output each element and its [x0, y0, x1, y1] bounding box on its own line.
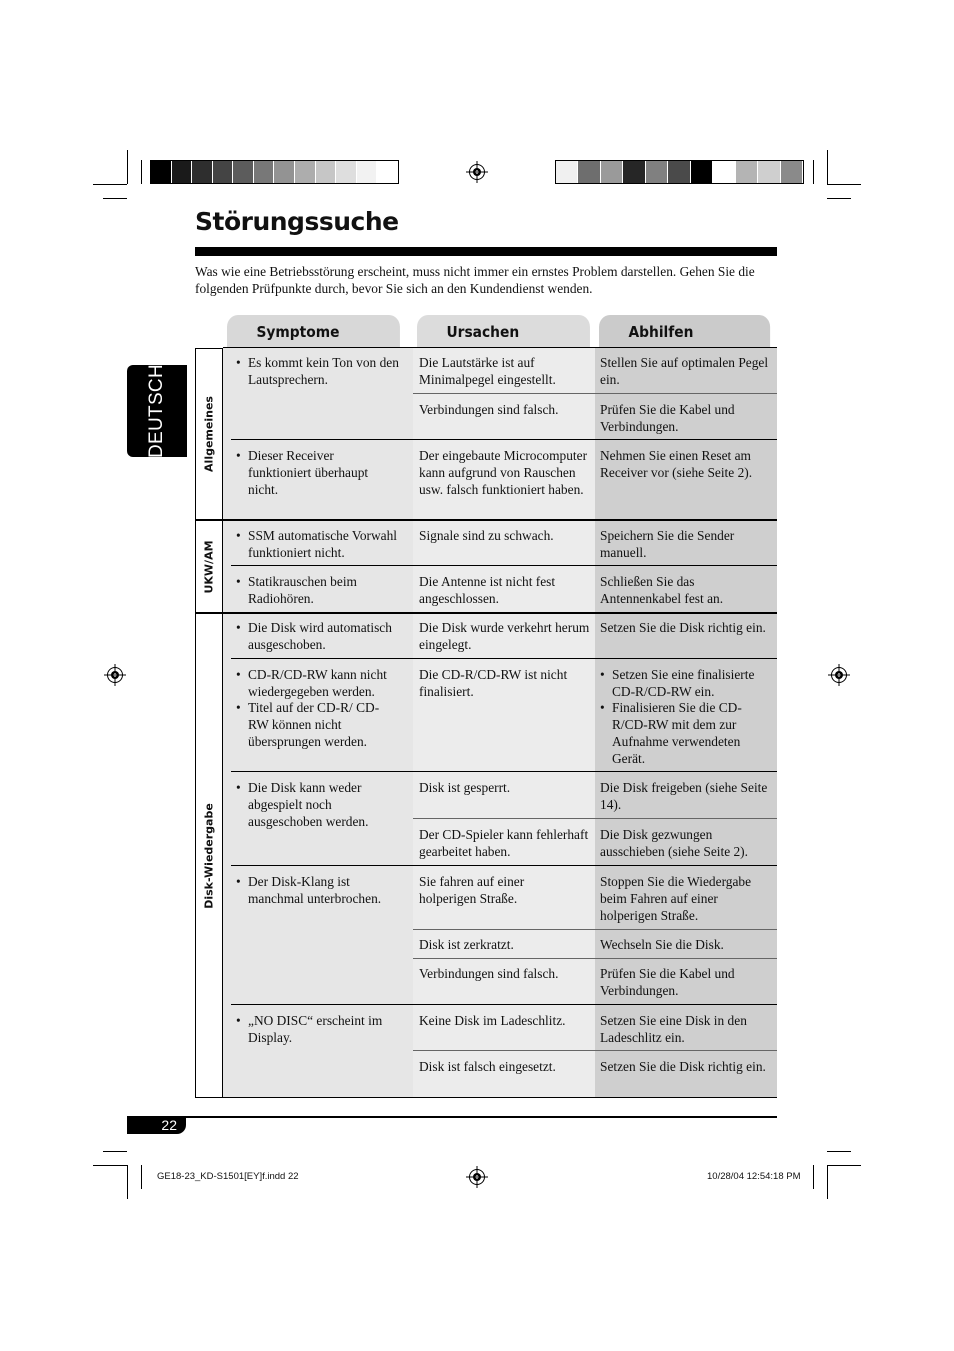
category-radio: [195, 520, 223, 613]
registration-mark-bottom-icon: [469, 1169, 485, 1185]
row-rule: [231, 439, 777, 440]
color-swatch: [713, 161, 735, 183]
bullet: •: [236, 874, 241, 889]
slug-filename: GE18-23_KD-S1501[EY]f.indd 22: [157, 1171, 299, 1182]
color-swatch: [646, 161, 668, 183]
color-swatch: [623, 161, 645, 183]
slug-timestamp: 10/28/04 12:54:18 PM: [707, 1171, 801, 1182]
category-disc: [195, 613, 223, 1098]
category-general-label: Allgemeines: [202, 396, 216, 472]
category-rule: [223, 612, 777, 614]
color-bar-left: [150, 160, 399, 184]
color-swatch: [736, 161, 758, 183]
remedy-r6b: Finalisieren Sie die CD-R/CD-RW mit dem zur Aufnahme verwendeten Gerät.: [612, 700, 742, 766]
color-swatch: [578, 161, 600, 183]
remedy-r8a: Stoppen Sie die Wiedergabe beim Fahren auf einer holperigen Straße.: [600, 874, 752, 923]
cause-r8a: Sie fahren auf einer holperigen Straße.: [419, 874, 525, 906]
symptom-r6b: Titel auf der CD-R/ CD-RW können nicht übersprungen werden.: [248, 700, 380, 749]
cause-r9a: Keine Disk im Ladeschlitz.: [419, 1013, 566, 1028]
bullet: •: [236, 574, 241, 589]
bullet: •: [236, 780, 241, 795]
color-swatch: [254, 161, 275, 183]
symptom-r5: Die Disk wird automatisch ausgeschoben.: [248, 620, 392, 652]
bullet: •: [600, 667, 605, 682]
header-symptoms: Symptome: [227, 315, 400, 348]
color-swatch: [316, 161, 337, 183]
language-tab-label: DEUTSCH: [146, 364, 167, 458]
registration-mark-top-icon: [469, 164, 485, 180]
color-swatch: [233, 161, 254, 183]
row-rule: [231, 865, 777, 866]
color-swatch: [377, 161, 398, 183]
color-swatch: [781, 161, 803, 183]
remedy-r7a: Die Disk freigeben (siehe Seite 14).: [600, 780, 768, 812]
row-rule: [231, 658, 777, 659]
page-number: 22: [127, 1117, 186, 1134]
remedy-r9b: Setzen Sie die Disk richtig ein.: [600, 1059, 766, 1074]
cause-r3: Signale sind zu schwach.: [419, 528, 554, 543]
cause-r4: Die Antenne ist nicht fest angeschlossen.: [419, 574, 556, 606]
subrule: [413, 1050, 777, 1051]
symptom-r1: Es kommt kein Ton von den Lautsprechern.: [248, 355, 399, 387]
subrule: [413, 818, 777, 819]
color-swatch: [758, 161, 780, 183]
bullet: •: [236, 700, 241, 715]
bottom-rule: [127, 1116, 777, 1118]
cause-r8c: Verbindungen sind falsch.: [419, 966, 559, 981]
remedy-r4: Schließen Sie das Antennenkabel fest an.: [600, 574, 724, 606]
page-title: Störungssuche: [195, 207, 399, 236]
remedy-r2: Nehmen Sie einen Reset am Receiver vor (siehe Seite 2).: [600, 448, 753, 480]
color-swatch: [295, 161, 316, 183]
symptom-r3: SSM automatische Vorwahl funktioniert nicht.: [248, 528, 398, 560]
title-rule: [195, 247, 777, 256]
bullet: •: [236, 1013, 241, 1028]
intro-paragraph: Was wie eine Betriebsstörung erscheint, muss nicht immer ein ernstes Problem darstellen. Gehen Sie die folgenden Prüfpunkte durch, bevor Sie sich an den Kundendienst wenden.: [195, 264, 755, 296]
row-rule: [231, 565, 777, 566]
category-disc-label: Disk-Wiedergabe: [202, 802, 216, 909]
color-bar-right: [555, 160, 804, 184]
rule-top: [223, 347, 777, 348]
symptom-r2: Dieser Receiver funktioniert überhaupt nicht.: [248, 448, 369, 497]
cause-r7b: Der CD-Spieler kann fehlerhaft gearbeitet haben.: [419, 827, 589, 859]
cause-r1a: Die Lautstärke ist auf Minimalpegel eingestellt.: [419, 355, 556, 387]
color-swatch: [601, 161, 623, 183]
remedy-r1b: Prüfen Sie die Kabel und Verbindungen.: [600, 402, 735, 434]
remedy-r7b: Die Disk gezwungen ausschieben (siehe Seite 2).: [600, 827, 748, 859]
color-swatch: [192, 161, 213, 183]
symptom-r6a: CD-R/CD-RW kann nicht wiedergegeben werden.: [248, 667, 387, 699]
cause-r7a: Disk ist gesperrt.: [419, 780, 511, 795]
category-general: [195, 348, 223, 520]
color-swatch: [151, 161, 172, 183]
color-swatch: [556, 161, 578, 183]
subrule: [413, 958, 777, 959]
cause-r5: Die Disk wurde verkehrt herum eingelegt.: [419, 620, 590, 652]
category-rule: [223, 519, 777, 521]
bullet: •: [236, 528, 241, 543]
language-tab: [127, 365, 187, 457]
header-remedies: Abhilfen: [599, 315, 770, 348]
subrule: [413, 393, 777, 394]
rule-bottom: [223, 1097, 777, 1098]
cause-r9b: Disk ist falsch eingesetzt.: [419, 1059, 556, 1074]
remedy-r5: Setzen Sie die Disk richtig ein.: [600, 620, 766, 635]
category-radio-label: UKW/AM: [202, 539, 216, 594]
symptom-r9: „NO DISC“ erscheint im Display.: [248, 1013, 383, 1045]
cause-r8b: Disk ist zerkratzt.: [419, 937, 514, 952]
symptom-r7: Die Disk kann weder abgespielt noch ausgeschoben werden.: [248, 780, 369, 829]
color-swatch: [274, 161, 295, 183]
remedy-r6a: Setzen Sie eine finalisierte CD-R/CD-RW ein.: [612, 667, 755, 699]
color-swatch: [213, 161, 234, 183]
bullet: •: [236, 448, 241, 463]
bullet: •: [236, 355, 241, 370]
bullet: •: [236, 667, 241, 682]
color-swatch: [691, 161, 713, 183]
bullet: •: [600, 700, 605, 715]
remedy-r1a: Stellen Sie auf optimalen Pegel ein.: [600, 355, 769, 387]
remedy-r8b: Wechseln Sie die Disk.: [600, 937, 724, 952]
troubleshooting-table: [195, 315, 777, 1098]
symptom-r4: Statikrauschen beim Radiohören.: [248, 574, 357, 606]
row-rule: [231, 771, 777, 772]
registration-mark-left-icon: [107, 667, 123, 683]
color-swatch: [357, 161, 378, 183]
subrule: [413, 929, 777, 930]
remedy-r3: Speichern Sie die Sender manuell.: [600, 528, 735, 560]
symptom-r8: Der Disk-Klang ist manchmal unterbrochen.: [248, 874, 382, 906]
cause-r2: Der eingebaute Microcomputer kann aufgrund von Rauschen usw. falsch funktioniert haben.: [419, 448, 588, 497]
color-swatch: [336, 161, 357, 183]
registration-mark-right-icon: [831, 667, 847, 683]
color-swatch: [172, 161, 193, 183]
header-causes: Ursachen: [417, 315, 590, 348]
cause-r1b: Verbindungen sind falsch.: [419, 402, 559, 417]
cause-r6: Die CD-R/CD-RW ist nicht finalisiert.: [419, 667, 568, 699]
bullet: •: [236, 620, 241, 635]
color-swatch: [668, 161, 690, 183]
remedy-r9a: Setzen Sie eine Disk in den Ladeschlitz ein.: [600, 1013, 747, 1045]
remedy-r8c: Prüfen Sie die Kabel und Verbindungen.: [600, 966, 735, 998]
row-rule: [231, 1004, 777, 1005]
